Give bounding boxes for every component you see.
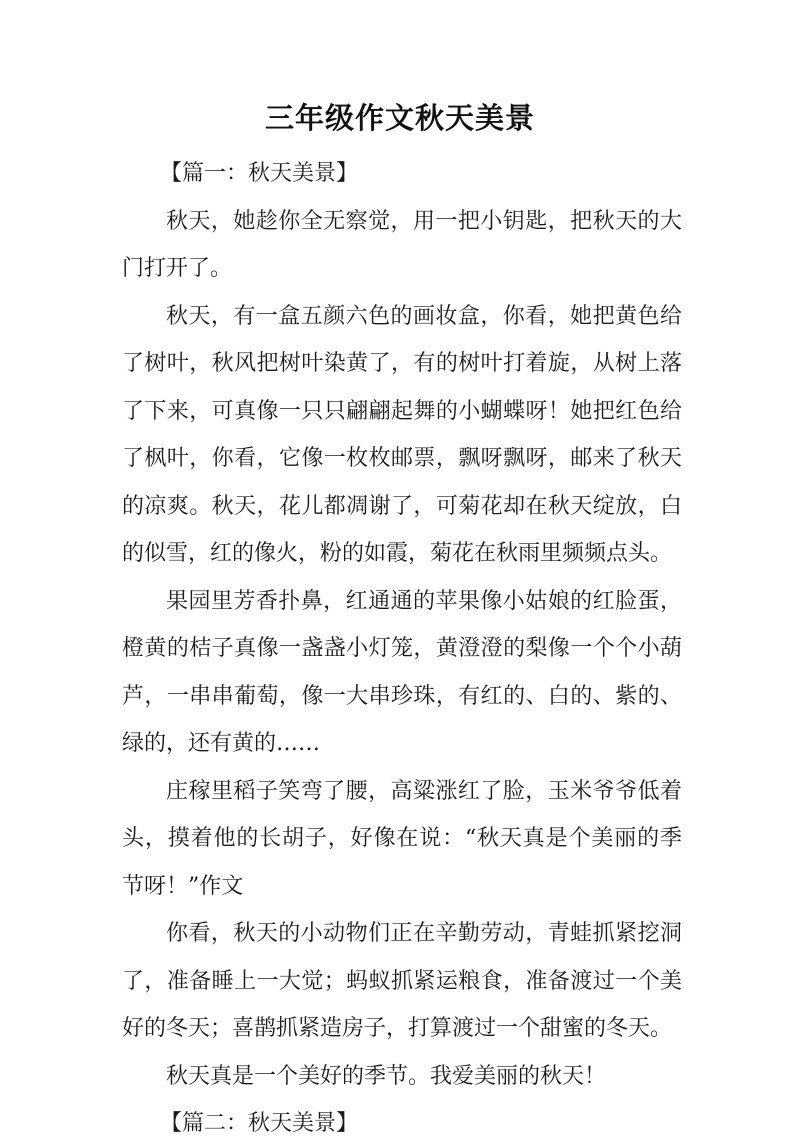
paragraph-6: 秋天真是一个美好的季节。我爱美丽的秋天！: [166, 1063, 607, 1089]
document-title: 三年级作文秋天美景: [264, 101, 535, 135]
paragraph-1: 秋天，她趁你全无察觉，用一把小钥匙，把秋天的大门打开了。: [122, 208, 682, 281]
document-body: [122, 150, 682, 1148]
section-heading-2: 【篇二：秋天美景】: [160, 1111, 359, 1136]
paragraph-5: 你看，秋天的小动物们正在辛勤劳动，青蛙抓紧挖洞了，准备睡上一大觉；蚂蚁抓紧运粮食，准备渡过一个美好的冬天；喜鹊抓紧造房子，打算渡过一个甜蜜的冬天。: [122, 921, 682, 1041]
paragraph-2: 秋天，有一盒五颜六色的画妆盒，你看，她把黄色给了树叶，秋风把树叶染黄了，有的树叶打着旋，从树上落了下来，可真像一只只翩翩起舞的小蝴蝶呀！她把红色给了枫叶，你看，它像一枚枚邮票，飘呀飘呀，邮来了秋天的凉爽。秋天，花儿都凋谢了，可菊花却在秋天绽放，白的似雪，红的像火，粉的如霞，菊花在秋雨里频频点头。: [122, 303, 682, 566]
paragraph-3: 果园里芳香扑鼻，红通通的苹果像小姑娘的红脸蛋，橙黄的桔子真像一盏盏小灯笼，黄澄澄的梨像一个个小葫芦，一串串葡萄，像一大串珍珠，有红的、白的、紫的、绿的，还有黄的……: [122, 588, 682, 756]
section-heading-1: 【篇一：秋天美景】: [160, 161, 359, 186]
paragraph-4: 庄稼里稻子笑弯了腰，高粱涨红了脸，玉米爷爷低着头，摸着他的长胡子，好像在说：“秋天真是个美丽的季节呀！”作文: [122, 778, 682, 899]
